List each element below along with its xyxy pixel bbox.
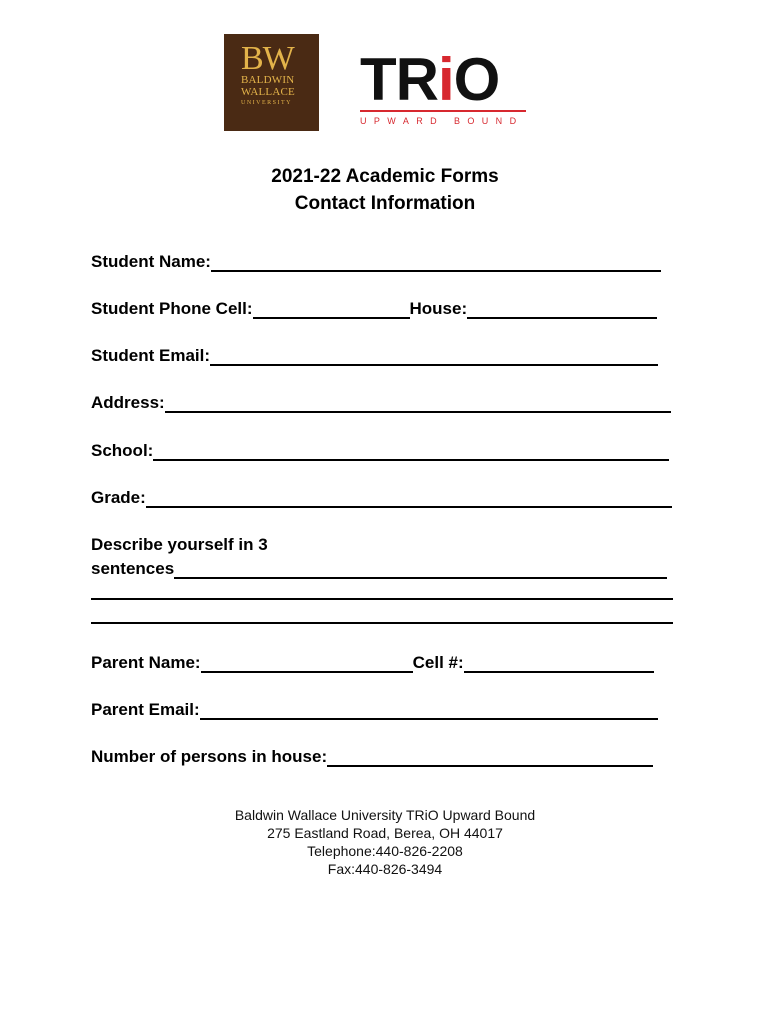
parent-email-row: [91, 698, 658, 720]
student-phone-row: [91, 297, 657, 319]
form-title-line-2: Contact Information: [294, 193, 476, 214]
school-label: School:: [91, 441, 154, 460]
describe-row-2: [91, 557, 667, 579]
student-name-row: [91, 250, 661, 272]
describe-label-line-1: Describe yourself in 3: [91, 535, 268, 554]
footer-telephone: Telephone:440-826-2208: [307, 843, 463, 859]
address-field[interactable]: [165, 395, 671, 413]
form-title-line-1: 2021-22 Academic Forms: [271, 166, 499, 187]
footer-address: 275 Eastland Road, Berea, OH 44017: [267, 825, 503, 841]
parent-name-row: [91, 651, 654, 673]
trio-wordmark-accent: i: [437, 46, 454, 113]
trio-upward-bound-logo: [360, 46, 528, 132]
footer-contact: [0, 806, 770, 878]
footer-organization: Baldwin Wallace University TRiO Upward Bound: [234, 807, 536, 823]
student-name-field[interactable]: [211, 254, 661, 272]
house-phone-field[interactable]: [467, 301, 657, 319]
persons-in-house-field[interactable]: [327, 749, 653, 767]
student-name-label: Student Name:: [91, 252, 211, 271]
address-label: Address:: [91, 393, 165, 412]
parent-name-label: Parent Name:: [91, 653, 201, 672]
describe-field-line-2[interactable]: [91, 598, 673, 600]
describe-label-line-2: sentences: [91, 559, 175, 578]
bw-logo-line-2: WALLACE: [241, 86, 295, 98]
student-phone-cell-label: Student Phone Cell:: [91, 299, 253, 318]
bw-logo-mark: BW: [241, 40, 294, 77]
footer-fax: Fax:440-826-3494: [327, 861, 443, 877]
parent-email-label: Parent Email:: [91, 700, 200, 719]
trio-wordmark: [360, 46, 528, 113]
parent-name-field[interactable]: [201, 655, 413, 673]
grade-row: [91, 486, 672, 508]
house-phone-label: House:: [409, 299, 468, 318]
logo-header: [0, 34, 770, 134]
address-row: [91, 391, 671, 413]
describe-field-line-3[interactable]: [91, 622, 673, 624]
student-email-field[interactable]: [210, 348, 658, 366]
school-field[interactable]: [153, 443, 669, 461]
school-row: [91, 439, 669, 461]
describe-field-line-1[interactable]: [174, 561, 667, 579]
form-title: [0, 163, 770, 217]
student-phone-cell-field[interactable]: [253, 301, 410, 319]
baldwin-wallace-logo: [224, 34, 319, 131]
bw-logo-line-3: UNIVERSITY: [241, 100, 292, 106]
student-email-row: [91, 344, 658, 366]
describe-row-1: [91, 533, 268, 555]
parent-email-field[interactable]: [200, 702, 658, 720]
trio-subtitle: UPWARD BOUND: [360, 116, 524, 126]
trio-wordmark-suffix: O: [453, 46, 500, 113]
persons-in-house-row: [91, 745, 653, 767]
grade-label: Grade:: [91, 488, 146, 507]
parent-cell-label: Cell #:: [412, 653, 464, 672]
trio-wordmark-prefix: TR: [360, 46, 438, 113]
grade-field[interactable]: [146, 490, 672, 508]
persons-in-house-label: Number of persons in house:: [91, 747, 328, 766]
student-email-label: Student Email:: [91, 346, 211, 365]
bw-logo-line-1: BALDWIN: [241, 74, 295, 86]
parent-cell-field[interactable]: [464, 655, 654, 673]
